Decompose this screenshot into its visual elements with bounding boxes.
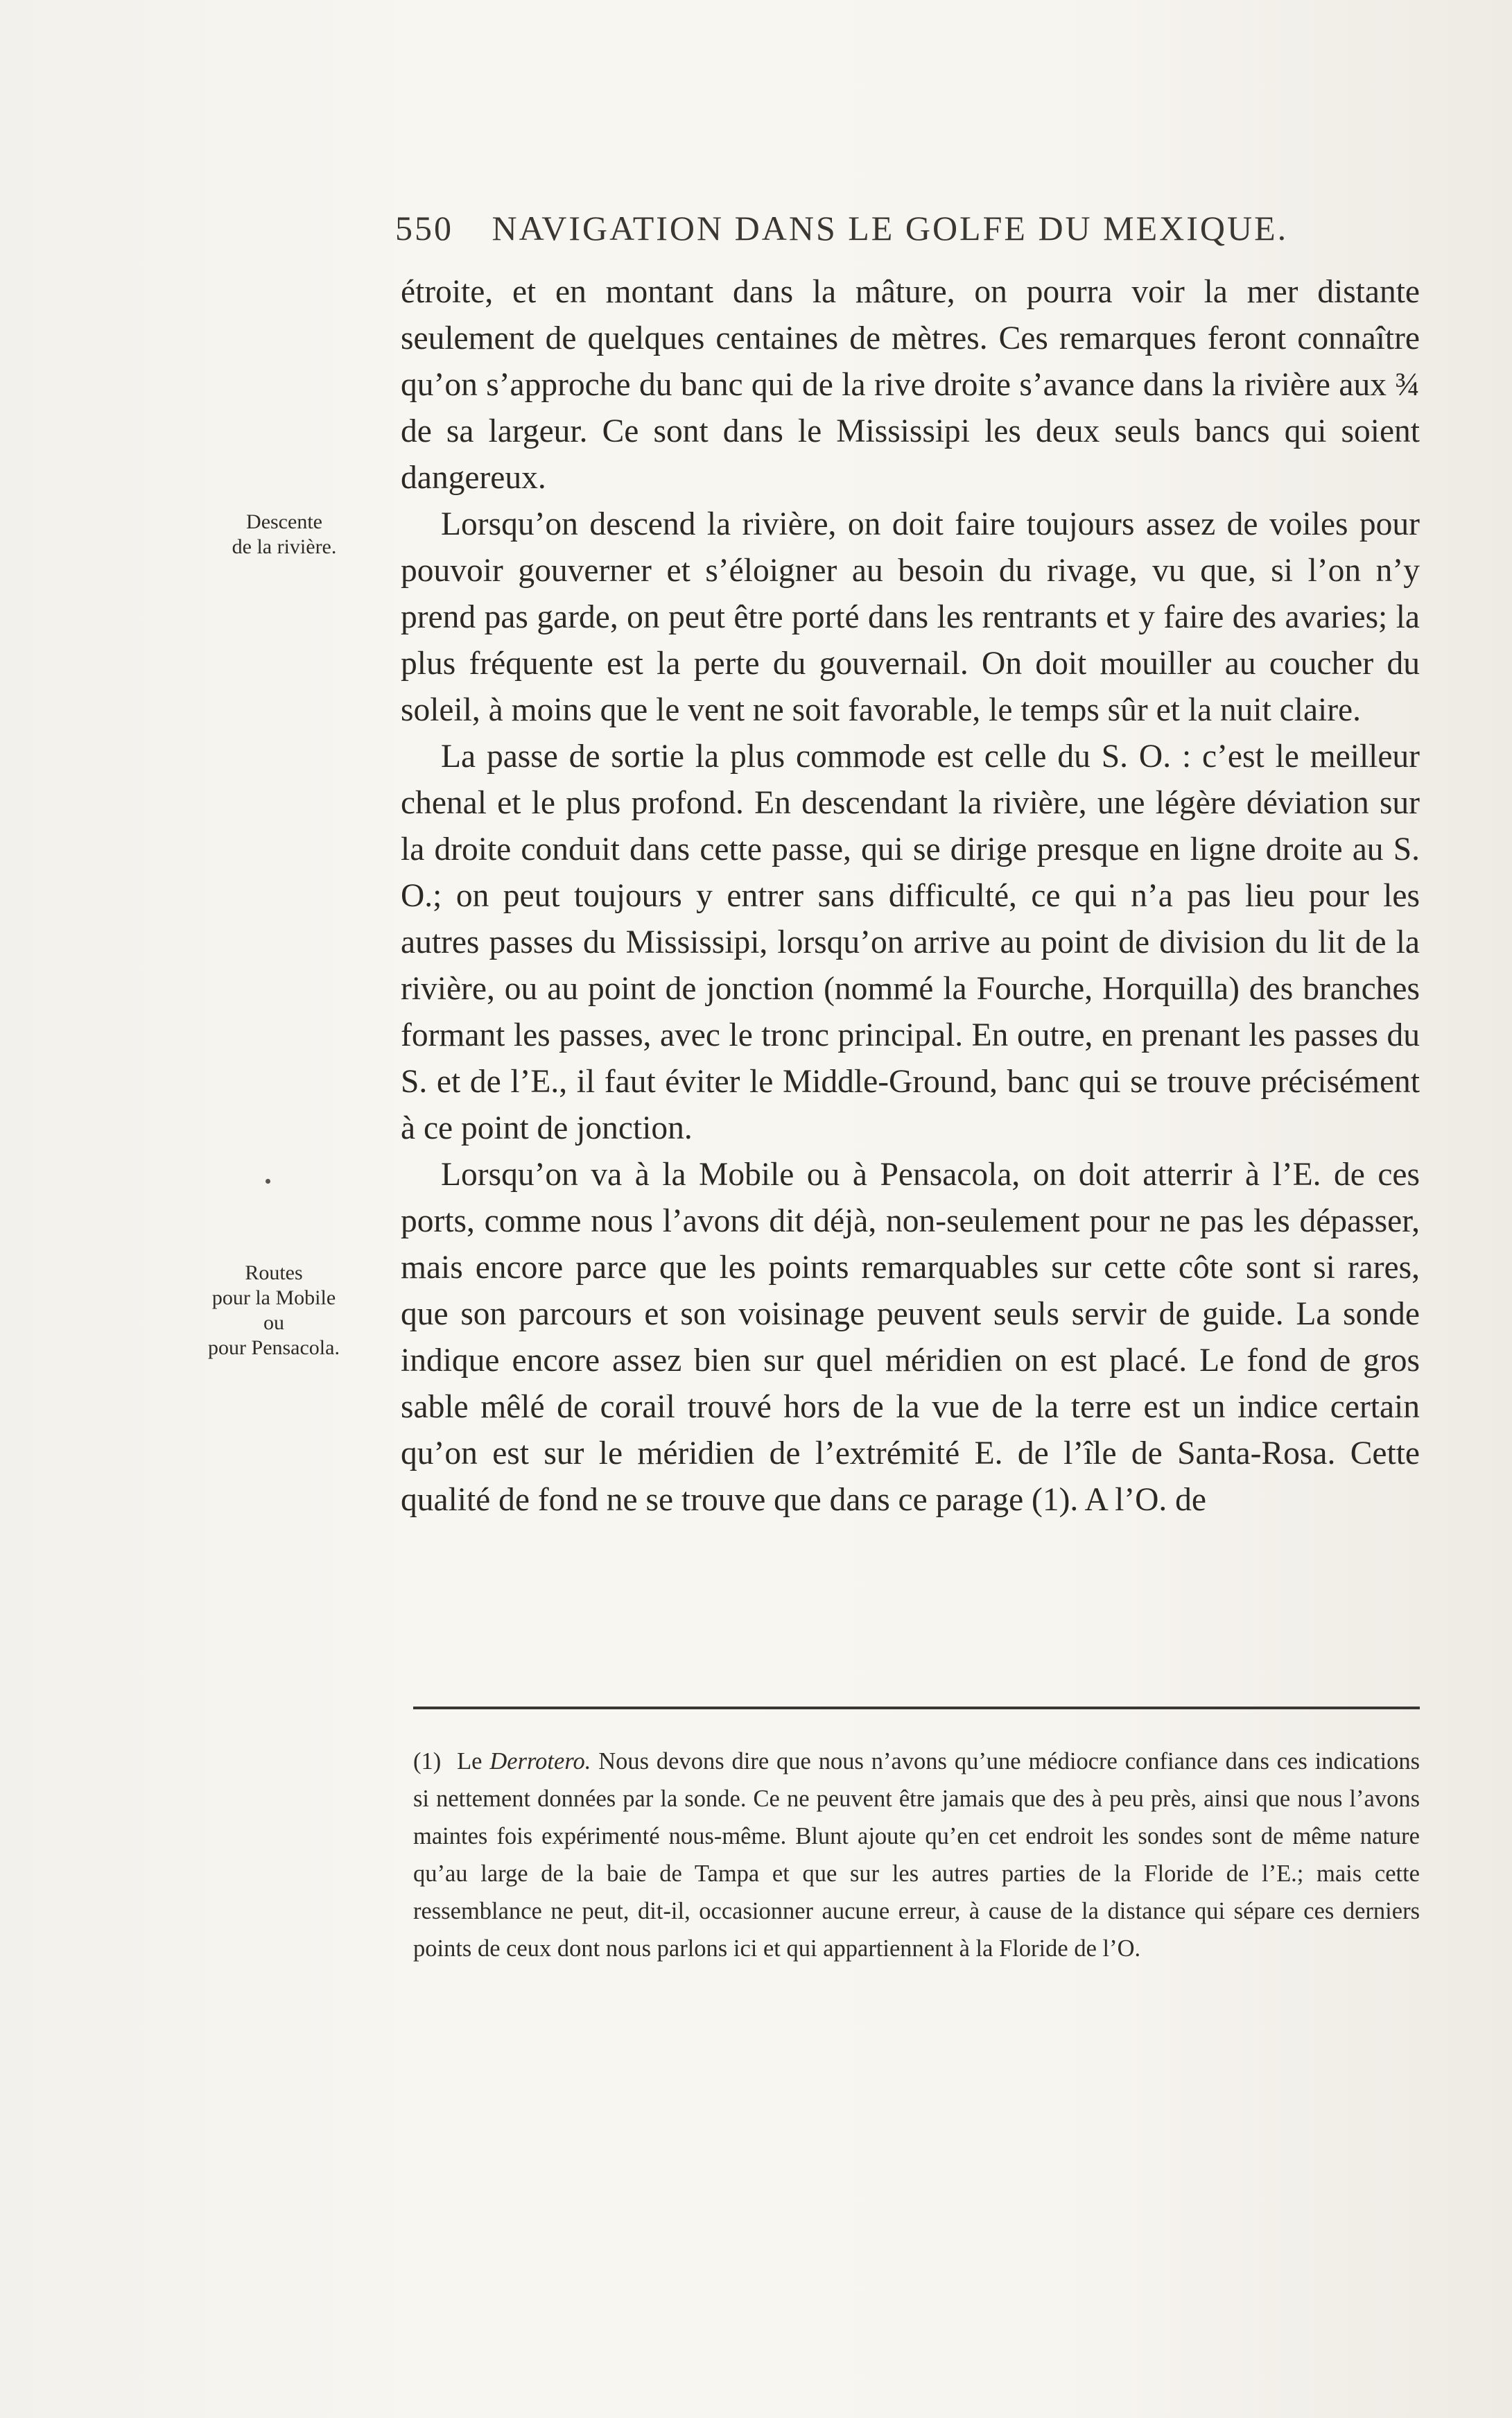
paragraph-passe-sortie: La passe de sortie la plus commode est celle du S. O. : c’est le meilleur chenal et le plus profond. En descendant la rivière, une légère déviation sur la droite conduit dans cette passe, qui se dirige presque en ligne droite au S. O.; on peut toujours y entrer sans difficulté, ce qui n’a pas lieu pour les autres passes du Mississipi, lorsqu’on arrive au point de division du lit de la rivière, ou au point de jonction (nommé la Fourche, Horquilla) des branches formant les passes, avec le tronc principal. En outre, en prenant les passes du S. et de l’E., il faut éviter le Middle-Ground, banc qui se trouve précisément à ce point de jonction. [401,739,1420,1146]
footnote [413,1743,1420,1967]
running-header [395,208,1421,248]
margin-note-line: Descente [246,510,322,533]
footnote-marker: (1) [413,1748,442,1774]
margin-note-line: ou [263,1311,284,1334]
ink-dot [266,1179,270,1184]
margin-note-line: Routes [245,1261,303,1284]
margin-note-line: pour Pensacola. [208,1336,340,1359]
footnote-source-prefix: Le [457,1748,483,1774]
footnote-text: Nous devons dire que nous n’avons qu’une médiocre confiance dans ces indications si nettement données par la sonde. Ce ne peuvent être jamais que des à peu près, ainsi que nous l’avons maintes fois expérimenté nous-même. Blunt ajoute qu’en cet endroit les sondes sont de même nature qu’au large de la baie de Tampa et que sur les autres parties de la Floride de l’E.; mais cette ressemblance ne peut, dit-il, occasionner aucune erreur, à cause de la distance qui sépare ces derniers points de ceux dont nous parlons ici et qui appartiennent à la Floride de l’O. [413,1748,1420,1962]
paragraph-descente: Lorsqu’on descend la rivière, on doit faire toujours assez de voiles pour pouvoir gouverner et s’éloigner au besoin du rivage, vu que, si l’on n’y prend pas garde, on peut être porté dans les rentrants et y faire des avaries; la plus fréquente est la perte du gouvernail. On doit mouiller au coucher du soleil, à moins que le vent ne soit favorable, le temps sûr et la nuit claire. [401,506,1420,728]
margin-note-routes [170,1261,378,1361]
margin-note-line: de la rivière. [232,535,337,558]
running-title: NAVIGATION DANS LE GOLFE DU MEXIQUE. [492,209,1289,248]
paragraph-continuation: étroite, et en montant dans la mâture, on pourra voir la mer distante seulement de quelques centaines de mètres. Ces remarques feront connaître qu’on s’approche du banc qui de la rive droite s’avance dans la rivière aux ¾ de sa largeur. Ce sont dans le Mississipi les deux seuls bancs qui soient dangereux. [401,274,1420,496]
body-text [401,269,1420,1523]
paragraph-mobile-pensacola: Lorsqu’on va à la Mobile ou à Pensacola, on doit atterrir à l’E. de ces ports, comme nous l’avons dit déjà, non-seulement pour ne pas les dépasser, mais encore parce que les points remarquables sur cette côte sont si rares, que son parcours et son voisinage peuvent seuls servir de guide. La sonde indique encore assez bien sur quel méridien on est placé. Le fond de gros sable mêlé de corail trouvé hors de la vue de la terre est un indice certain qu’on est sur le méridien de l’extrémité E. de l’île de Santa-Rosa. Cette qualité de fond ne se trouve que dans ce parage (1). A l’O. de [401,1157,1420,1518]
footnote-source-title: Derrotero. [489,1748,591,1774]
footnote-divider [413,1707,1420,1709]
margin-note-descente [180,510,388,560]
page-number: 550 [395,209,453,248]
margin-note-line: pour la Mobile [211,1286,336,1309]
